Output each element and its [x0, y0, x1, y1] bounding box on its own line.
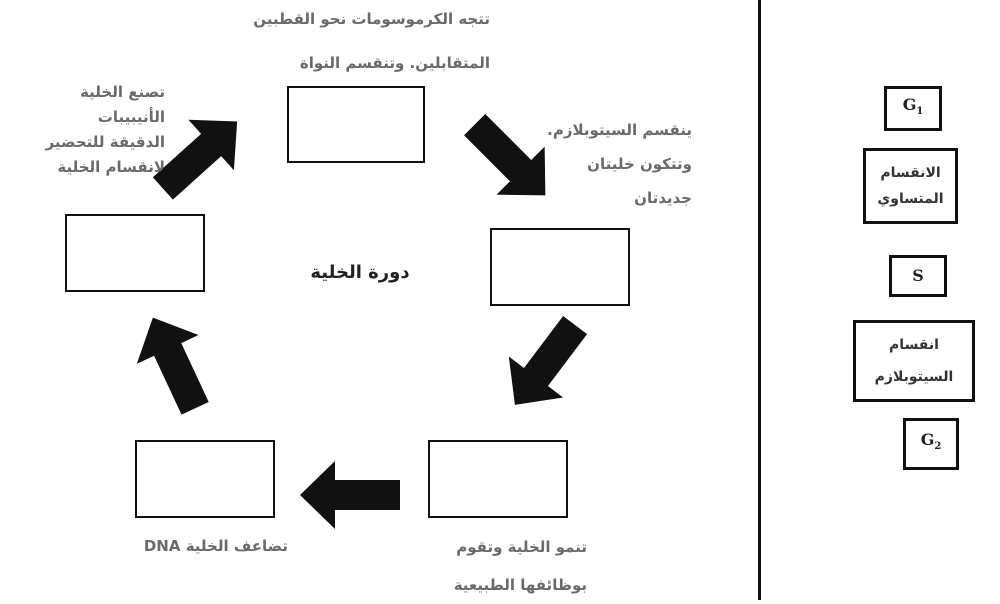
description-top-right: ينقسم السيتوبلازم. وتتكون خليتان جديدتان — [547, 121, 692, 207]
description-top: تتجه الكرموسومات نحو القطبين المتقابلين. وتنقسم النواة — [253, 10, 490, 72]
diagram-title: دورة الخلية — [310, 262, 410, 283]
arrow-bottomright-to-bottomleft — [300, 461, 400, 529]
panel-divider — [758, 0, 761, 600]
drop-box-right[interactable] — [490, 228, 630, 306]
drop-box-top[interactable] — [287, 86, 425, 163]
drop-box-bottom-left[interactable] — [135, 440, 275, 518]
arrow-right-to-bottomright — [488, 305, 602, 426]
drop-box-left[interactable] — [65, 214, 205, 292]
description-bottom-left: تضاعف الخلية DNA — [143, 537, 288, 555]
arrow-bottomleft-to-left — [122, 303, 226, 422]
phase-g2-card[interactable]: $G_2$ — [903, 418, 959, 470]
phase-cytokinesis-card[interactable]: انقسام السيتوبلازم — [853, 320, 975, 402]
phase-g1-card[interactable]: $G_1$ — [884, 86, 942, 131]
phase-mitosis-card[interactable]: الانقسام المتساوي — [863, 148, 958, 224]
drop-box-bottom-right[interactable] — [428, 440, 568, 518]
description-bottom-right: تنمو الخلية وتقوم بوظائفها الطبيعية — [453, 538, 587, 594]
phase-s-card[interactable]: S — [889, 255, 947, 297]
description-top-left: تصنع الخلية الأنيبيبات الدقيقة للتحضير لانقسام الخلية — [45, 83, 165, 176]
